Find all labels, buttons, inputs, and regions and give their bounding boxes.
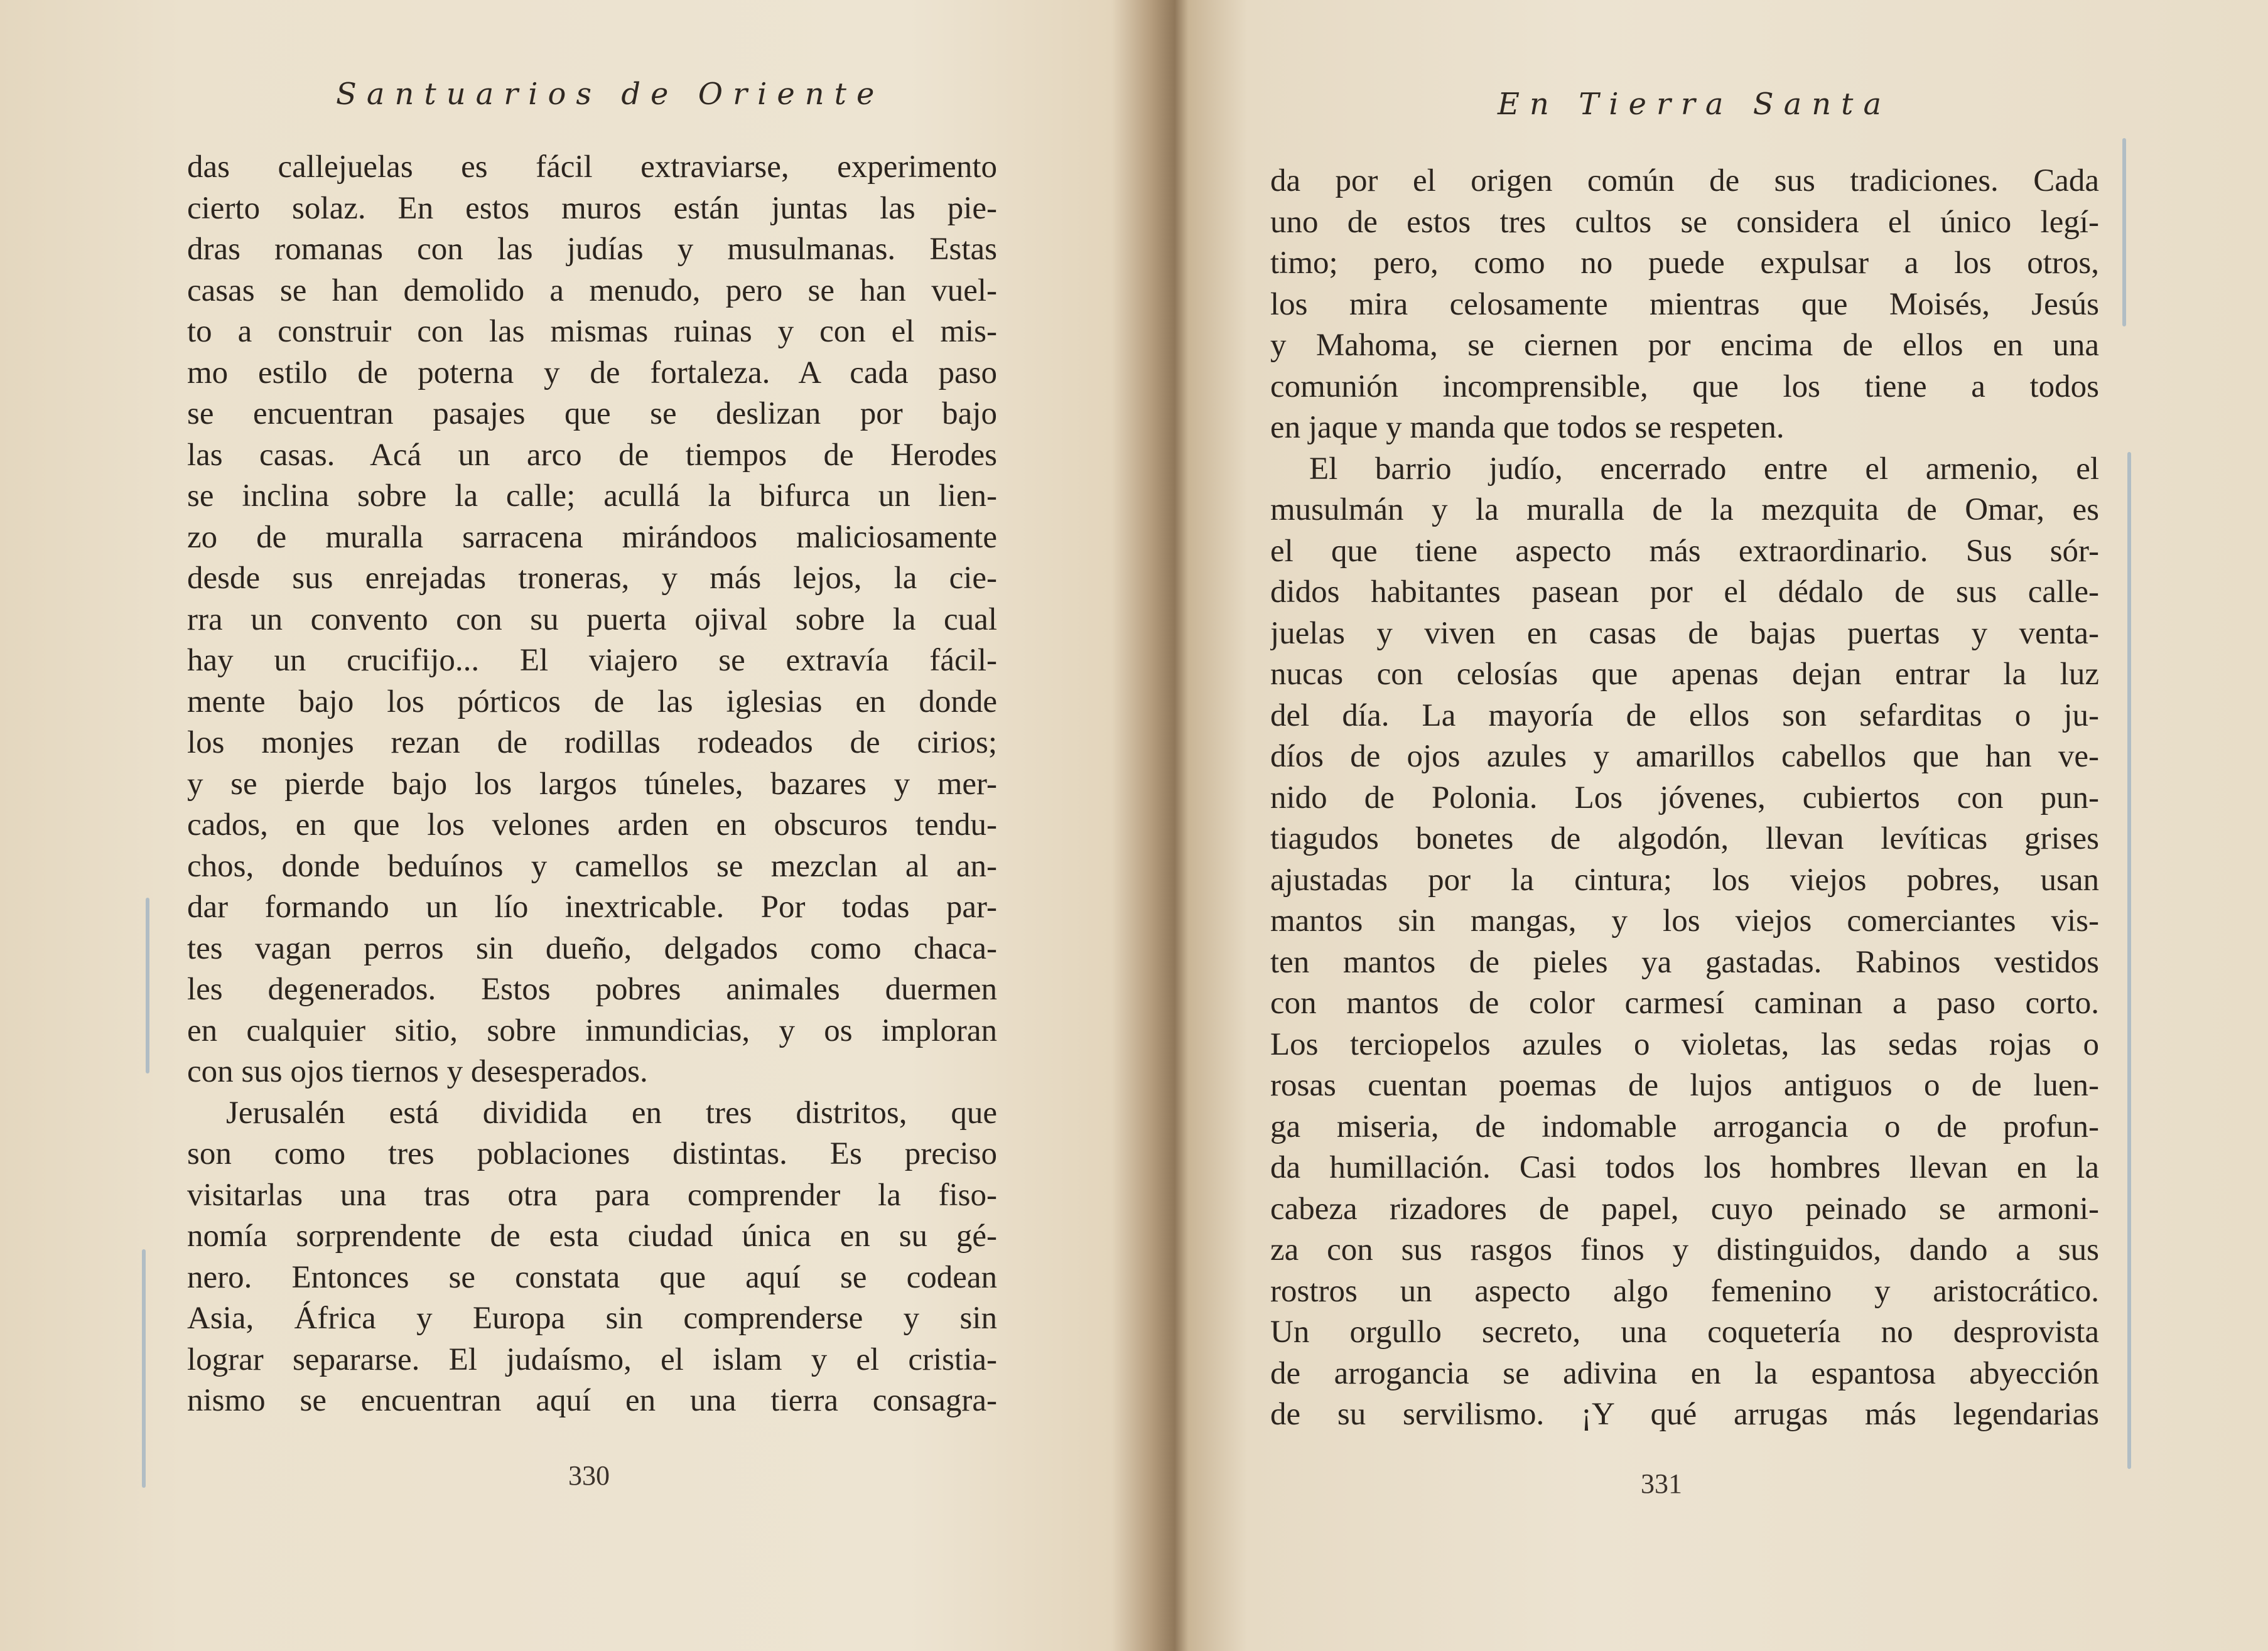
running-head-left: Santuarios de Oriente [336,77,885,112]
left-page-text-line: lograr separarse. El judaísmo, el islam y el cristia- [187,1342,997,1377]
right-page-text-line: en jaque y manda que todos se respeten. [1270,410,1785,445]
left-page-text-line: con sus ojos tiernos y desesperados. [187,1054,648,1089]
left-page-text-line: Jerusalén está dividida en tres distritos, que [226,1095,997,1131]
running-head-right: En Tierra Santa [1498,87,1892,122]
right-page-text-line: da por el origen común de sus tradiciones. Cada [1270,163,2099,198]
right-page-text-line: ten mantos de pieles ya gastadas. Rabinos vestidos [1270,944,2099,980]
left-page-text-line: dar formando un lío inextricable. Por todas par- [187,890,997,925]
right-page-text-line: musulmán y la muralla de la mezquita de Omar, es [1270,492,2099,527]
right-page-text-line: mantos sin mangas, y los viejos comerciantes vis- [1270,903,2099,938]
right-page-text-line: Un orgullo secreto, una coquetería no desprovista [1270,1315,2099,1350]
left-page-text-line: les degenerados. Estos pobres animales duermen [187,972,997,1007]
right-page-text-line: nucas con celosías que apenas dejan entrar la luz [1270,657,2099,692]
right-page-text-line: ga miseria, de indomable arrogancia o de profun- [1270,1109,2099,1144]
right-page-text-line: El barrio judío, encerrado entre el armenio, el [1309,451,2099,487]
right-page-text-line: rostros un aspecto algo femenino y aristocrático. [1270,1273,2099,1309]
right-page-text-line: Los terciopelos azules o violetas, las sedas rojas o [1270,1026,2099,1062]
right-page-text-line: cabeza rizadores de papel, cuyo peinado se armoni- [1270,1191,2099,1227]
left-page-text-line: nomía sorprendente de esta ciudad única en su gé- [187,1218,997,1254]
left-page-text-line: se encuentran pasajes que se deslizan por bajo [187,396,997,431]
right-page-text-line: el que tiene aspecto más extraordinario. Sus sór- [1270,533,2099,569]
right-page-text-line: za con sus rasgos finos y distinguidos, dando a sus [1270,1232,2099,1267]
left-page-text-line: das callejuelas es fácil extraviarse, experimento [187,149,997,185]
left-page-text-line: cierto solaz. En estos muros están juntas las pie- [187,190,997,226]
right-page-text-line: con mantos de color carmesí caminan a paso corto. [1270,986,2099,1021]
right-page-text-line: rosas cuentan poemas de lujos antiguos o de luen- [1270,1068,2099,1103]
left-page-text-line: dras romanas con las judías y musulmanas. Estas [187,232,997,267]
left-page-text-line: Asia, África y Europa sin comprenderse y sin [187,1301,997,1336]
right-page-text-line: uno de estos tres cultos se considera el único legí- [1270,204,2099,240]
left-page-text-line: en cualquier sitio, sobre inmundicias, y os imploran [187,1013,997,1048]
pencil-margin-mark [146,898,149,1073]
pencil-margin-mark [142,1249,146,1488]
left-page-text-line: cados, en que los velones arden en obscuros tendu- [187,807,997,842]
right-page-text-line: juelas y viven en casas de bajas puertas y venta- [1270,615,2099,651]
left-page-text-line: nero. Entonces se constata que aquí se codean [187,1259,997,1295]
right-page-text-line: didos habitantes pasean por el dédalo de sus calle- [1270,574,2099,610]
right-page-text-line: díos de ojos azules y amarillos cabellos que han ve- [1270,739,2099,774]
left-page-text-line: se inclina sobre la calle; acullá la bifurca un lien- [187,478,997,514]
left-page-text-line: tes vagan perros sin dueño, delgados como chaca- [187,930,997,966]
right-page [1212,0,2268,1651]
right-page-text-line: de su servilismo. ¡Y qué arrugas más legendarias [1270,1397,2099,1432]
pencil-margin-mark [2127,452,2131,1469]
left-page-text-line: rra un convento con su puerta ojival sobre la cual [187,601,997,637]
left-page-text-line: son como tres poblaciones distintas. Es preciso [187,1136,997,1171]
right-page-text-line: de arrogancia se adivina en la espantosa abyección [1270,1355,2099,1391]
left-page-text-line: las casas. Acá un arco de tiempos de Herodes [187,437,997,473]
page-number-right: 331 [1641,1468,1682,1499]
right-page-text-line: nido de Polonia. Los jóvenes, cubiertos con pun- [1270,780,2099,815]
left-page-text-line: visitarlas una tras otra para comprender la fiso- [187,1177,997,1213]
pencil-margin-mark [2122,138,2126,326]
left-page-text-line: desde sus enrejadas troneras, y más lejos, la cie- [187,561,997,596]
right-page-text-line: los mira celosamente mientras que Moisés, Jesús [1270,286,2099,322]
left-page-text-line: mo estilo de poterna y de fortaleza. A cada paso [187,355,997,390]
right-page-text-line: del día. La mayoría de ellos son sefarditas o ju- [1270,697,2099,733]
right-page-text-line: timo; pero, como no puede expulsar a los otros, [1270,245,2099,281]
left-page-text-line: y se pierde bajo los largos túneles, bazares y mer- [187,766,997,802]
left-page-text-line: hay un crucifijo... El viajero se extravía fácil- [187,643,997,678]
left-page-text-line: los monjes rezan de rodillas rodeados de cirios; [187,725,997,760]
right-page-text-line: tiagudos bonetes de algodón, llevan levíticas grises [1270,821,2099,856]
right-page-text-line: comunión incomprensible, que los tiene a todos [1270,368,2099,404]
left-page-text-line: zo de muralla sarracena mirándoos maliciosamente [187,519,997,555]
left-page-text-line: nismo se encuentran aquí en una tierra consagra- [187,1383,997,1418]
left-page-text-line: casas se han demolido a menudo, pero se han vuel- [187,272,997,308]
right-page-text-block [1270,161,2099,1436]
right-page-text-line: da humillación. Casi todos los hombres llevan en la [1270,1150,2099,1185]
left-page-text-line: mente bajo los pórticos de las iglesias en donde [187,684,997,719]
right-page-text-line: ajustadas por la cintura; los viejos pobres, usan [1270,862,2099,898]
left-page-text-line: to a construir con las mismas ruinas y con el mis- [187,314,997,349]
left-page-text-block [187,147,997,1422]
right-page-text-line: y Mahoma, se ciernen por encima de ellos en una [1270,328,2099,363]
page-number-left: 330 [568,1460,610,1491]
left-page-text-line: chos, donde beduínos y camellos se mezclan al an- [187,848,997,884]
